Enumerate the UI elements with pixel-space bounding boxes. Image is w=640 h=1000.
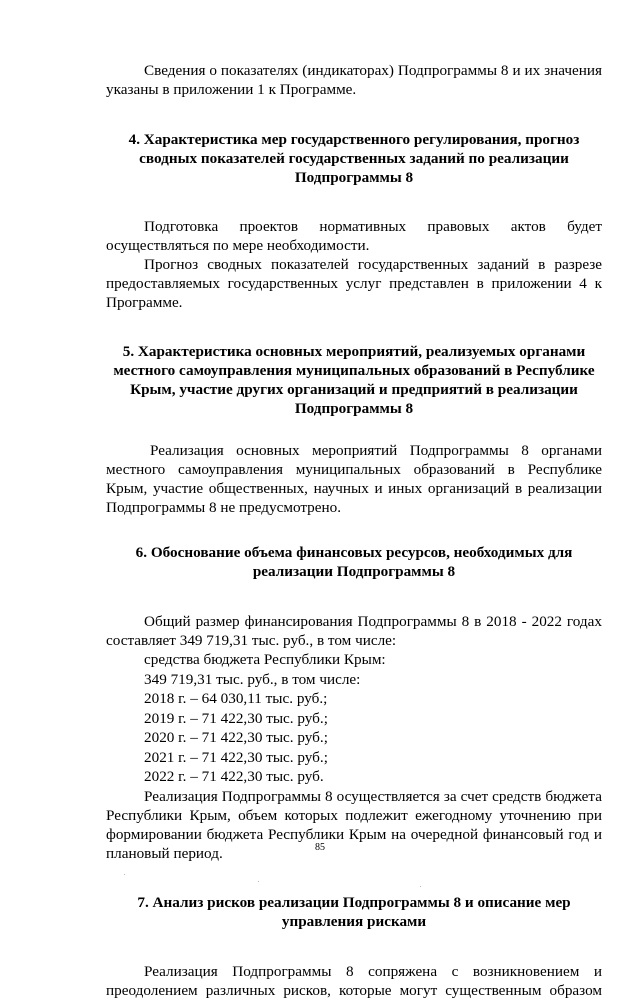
heading-line: 5. Характеристика основных мероприятий, реализуемых органами [122, 343, 586, 360]
page-number: 85 [315, 842, 325, 853]
list-item: средства бюджета Республики Крым: [144, 651, 386, 668]
list-item: 2022 г. – 71 422,30 тыс. руб. [144, 768, 324, 785]
heading-line: 7. Анализ рисков реализации Подпрограммы 8 и описание мер [137, 893, 571, 911]
heading-line: реализации Подпрограммы 8 [252, 563, 456, 580]
heading-line: Подпрограммы 8 [294, 400, 414, 417]
funding-list [106, 650, 602, 787]
section-4-paragraph: Прогноз сводных показателей государственных заданий в разрезе предоставляемых государственных услуг представлен в приложении 4 к Программе. [106, 256, 602, 311]
heading-line: управления рисками [281, 912, 427, 930]
scan-speck [258, 881, 259, 882]
section-5-heading [106, 342, 602, 418]
heading-line: 6. Обоснование объема финансовых ресурсов, необходимых для [135, 544, 573, 561]
page-content [106, 61, 602, 1000]
list-item: 2020 г. – 71 422,30 тыс. руб.; [144, 729, 328, 746]
section-6-paragraph: Реализация Подпрограммы 8 осуществляется за счет средств бюджета Республики Крым, объем которых подлежит ежегодному уточнению при формировании бюджета Республики Крым на очередной финансовый год и плановый период. [106, 787, 602, 862]
scan-speck [124, 874, 125, 875]
list-item: 2019 г. – 71 422,30 тыс. руб.; [144, 709, 328, 727]
section-6-paragraph: Общий размер финансирования Подпрограммы 8 в 2018 - 2022 годах составляет 349 719,31 тыс. руб., в том числе: [106, 613, 602, 649]
section-4-paragraph: Подготовка проектов нормативных правовых актов будет [144, 218, 602, 235]
list-item: 2018 г. – 64 030,11 тыс. руб.; [144, 690, 328, 707]
list-item: 349 719,31 тыс. руб., в том числе: [144, 670, 361, 688]
heading-line: 4. Характеристика мер государственного регулирования, прогноз [128, 131, 580, 148]
heading-line: местного самоуправления муниципальных образований в Республике [113, 362, 595, 379]
heading-line: Подпрограммы 8 [294, 169, 414, 186]
heading-line: Крым, участие других организаций и предприятий в реализации [130, 381, 578, 398]
intro-paragraph: Сведения о показателях (индикаторах) Подпрограммы 8 и их значения указаны в приложении 1 к Программе. [106, 62, 602, 98]
scan-speck [420, 886, 421, 887]
section-5-paragraph: Реализация основных мероприятий Подпрограммы 8 органами местного самоуправления муниципальных образований в Республике Крым, участие общественных, научных и иных организаций в реализации Подпрограммы 8 не предусмотрено. [106, 442, 602, 516]
list-item: 2021 г. – 71 422,30 тыс. руб.; [144, 748, 328, 766]
section-4-paragraph: осуществляться по мере необходимости. [106, 237, 370, 254]
section-7-heading [106, 893, 602, 931]
section-4-heading [106, 130, 602, 187]
section-7-paragraph: Реализация Подпрограммы 8 сопряжена с возникновением и преодолением различных рисков, которые могут существенным образом [106, 962, 602, 999]
heading-line: сводных показателей государственных заданий по реализации [139, 150, 569, 167]
section-6-heading [106, 543, 602, 581]
